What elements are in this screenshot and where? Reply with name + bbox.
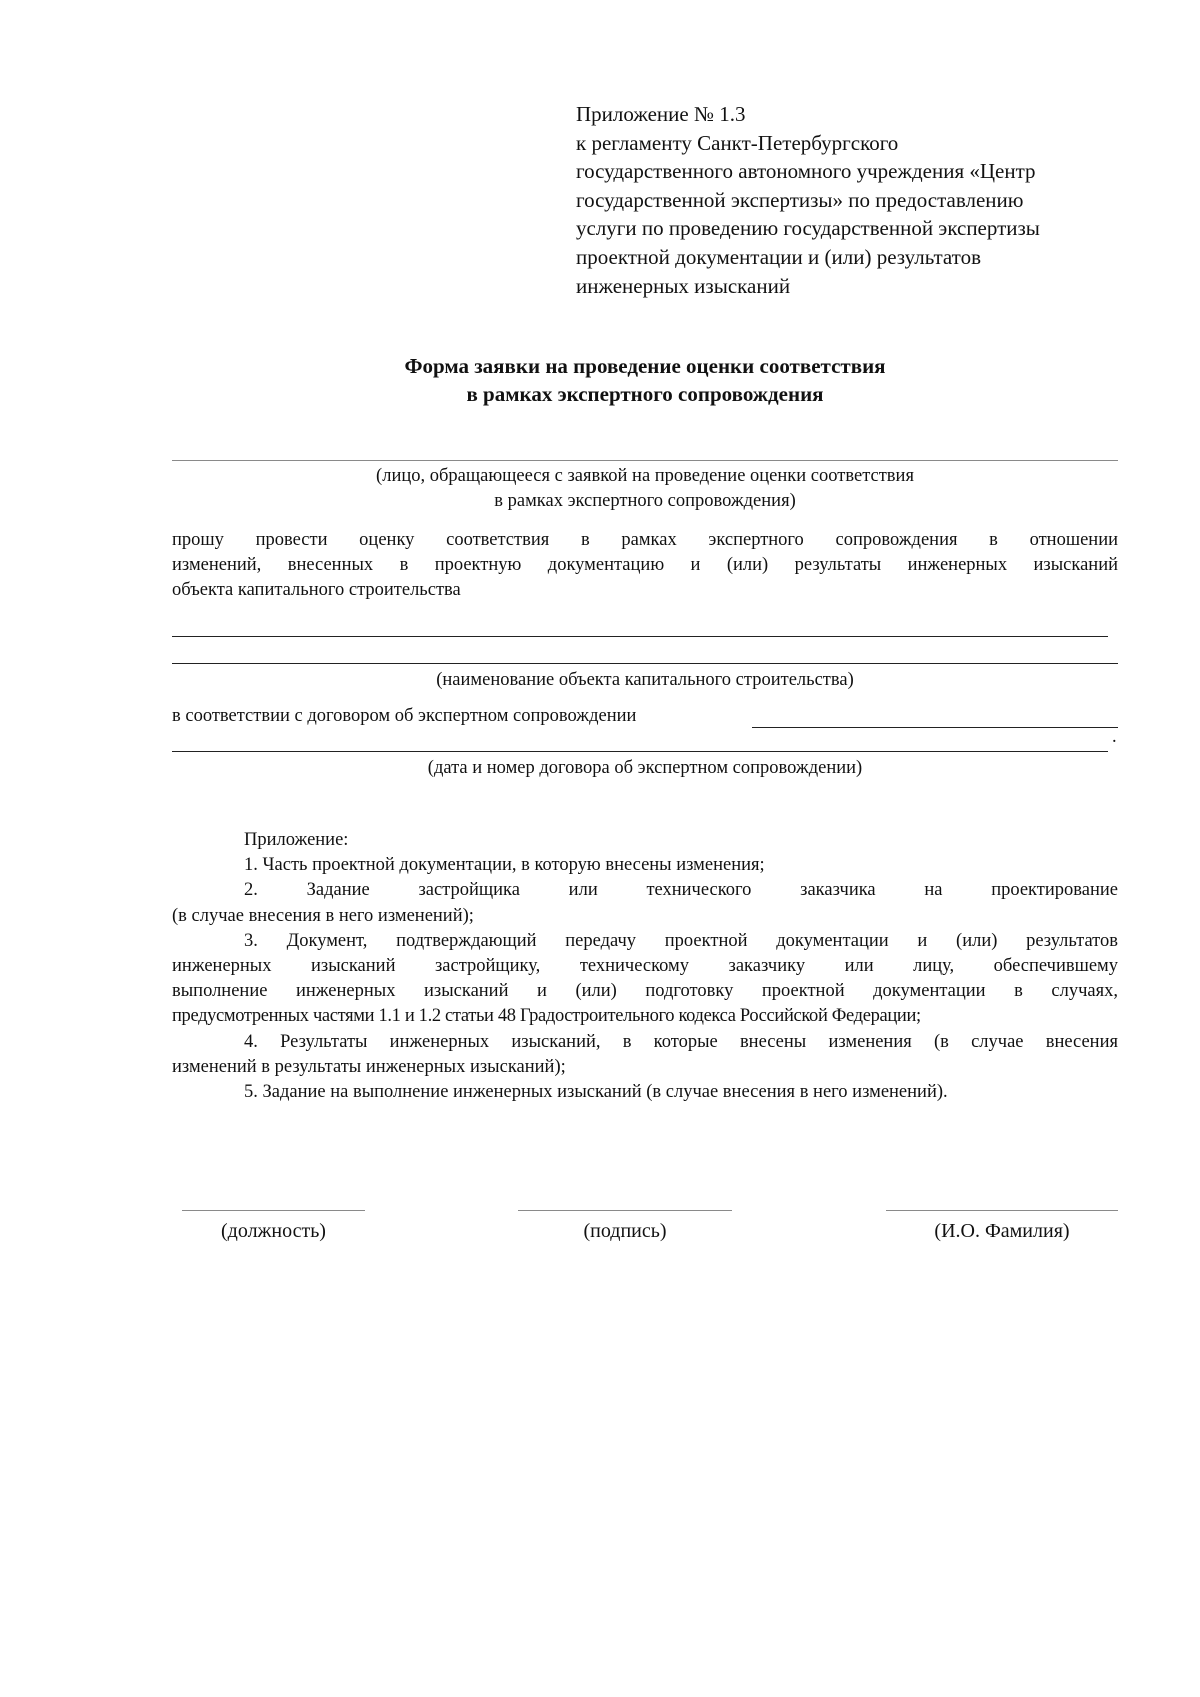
request-line-2: изменений, внесенных в проектную документацию и (или) результаты инженерных изысканий	[172, 555, 1118, 575]
attachment-item-5: 5. Задание на выполнение инженерных изысканий (в случае внесения в него изменений).	[244, 1082, 948, 1103]
annex-reference	[576, 100, 1096, 300]
attachments-list	[172, 828, 1118, 1105]
annex-line: Приложение № 1.3	[576, 102, 746, 126]
applicant-fill-line[interactable]	[172, 460, 1118, 461]
form-title-line-1: Форма заявки на проведение оценки соответствия	[404, 354, 886, 378]
name-fill-line[interactable]	[886, 1210, 1118, 1211]
attachment-item-3-line-4: предусмотренных частями 1.1 и 1.2 статьи 48 Градостроительного кодекса Российской Федерации;	[172, 1006, 921, 1027]
signature-label: (подпись)	[583, 1220, 667, 1242]
attachment-item-3-line-1: 3. Документ, подтверждающий передачу проектной документации и (или) результатов	[244, 930, 1118, 951]
annex-line: проектной документации и (или) результатов	[576, 244, 981, 269]
applicant-caption-line-2: в рамках экспертного сопровождения)	[494, 491, 796, 511]
position-label: (должность)	[221, 1220, 326, 1242]
contract-trailing-period: .	[1112, 727, 1117, 747]
contract-prefix: в соответствии с договором об экспертном сопровождении	[172, 706, 637, 726]
annex-line: инженерных изысканий	[576, 273, 791, 298]
contract-caption: (дата и номер договора об экспертном сопровождении)	[427, 758, 863, 778]
form-title-line-2: в рамках экспертного сопровождения	[466, 382, 824, 406]
contract-fill-line-1[interactable]	[752, 727, 1118, 728]
applicant-caption-line-1: (лицо, обращающееся с заявкой на проведение оценки соответствия	[376, 466, 914, 486]
annex-line: государственной экспертизы» по предоставлению	[576, 187, 1024, 212]
signature-fill-line[interactable]	[518, 1210, 732, 1211]
object-name-caption: (наименование объекта капитального строительства)	[436, 670, 854, 690]
request-line-3: объекта капитального строительства	[172, 580, 461, 600]
contract-fill-line-2[interactable]	[172, 751, 1108, 752]
annex-line: государственного автономного учреждения «Центр	[576, 159, 1036, 184]
request-line-1: прошу провести оценку соответствия в рамках экспертного сопровождения в отношении	[172, 530, 1118, 550]
attachment-item-2-line-1: 2. Задание застройщика или технического заказчика на проектирование	[244, 880, 1118, 901]
attachment-item-3-line-2: инженерных изысканий застройщику, техническому заказчику или лицу, обеспечившему	[172, 956, 1118, 977]
attachments-heading: Приложение:	[244, 830, 349, 850]
object-name-fill-line-1[interactable]	[172, 636, 1108, 637]
annex-line: к регламенту Санкт-Петербургского	[576, 130, 899, 155]
applicant-caption	[172, 464, 1118, 514]
object-name-fill-line-2[interactable]	[172, 663, 1118, 664]
position-fill-line[interactable]	[182, 1210, 365, 1211]
attachment-item-1: 1. Часть проектной документации, в которую внесены изменения;	[244, 855, 765, 876]
attachment-item-2-line-2: (в случае внесения в него изменений);	[172, 905, 474, 926]
attachment-item-4-line-1: 4. Результаты инженерных изысканий, в которые внесены изменения (в случае внесения	[244, 1031, 1118, 1052]
name-label: (И.О. Фамилия)	[934, 1220, 1070, 1242]
annex-line: услуги по проведению государственной экспертизы	[576, 216, 1040, 241]
attachment-item-4-line-2: изменений в результаты инженерных изысканий);	[172, 1056, 566, 1077]
request-paragraph	[172, 528, 1118, 603]
attachment-item-3-line-3: выполнение инженерных изысканий и (или) подготовку проектной документации в случаях,	[172, 981, 1118, 1002]
